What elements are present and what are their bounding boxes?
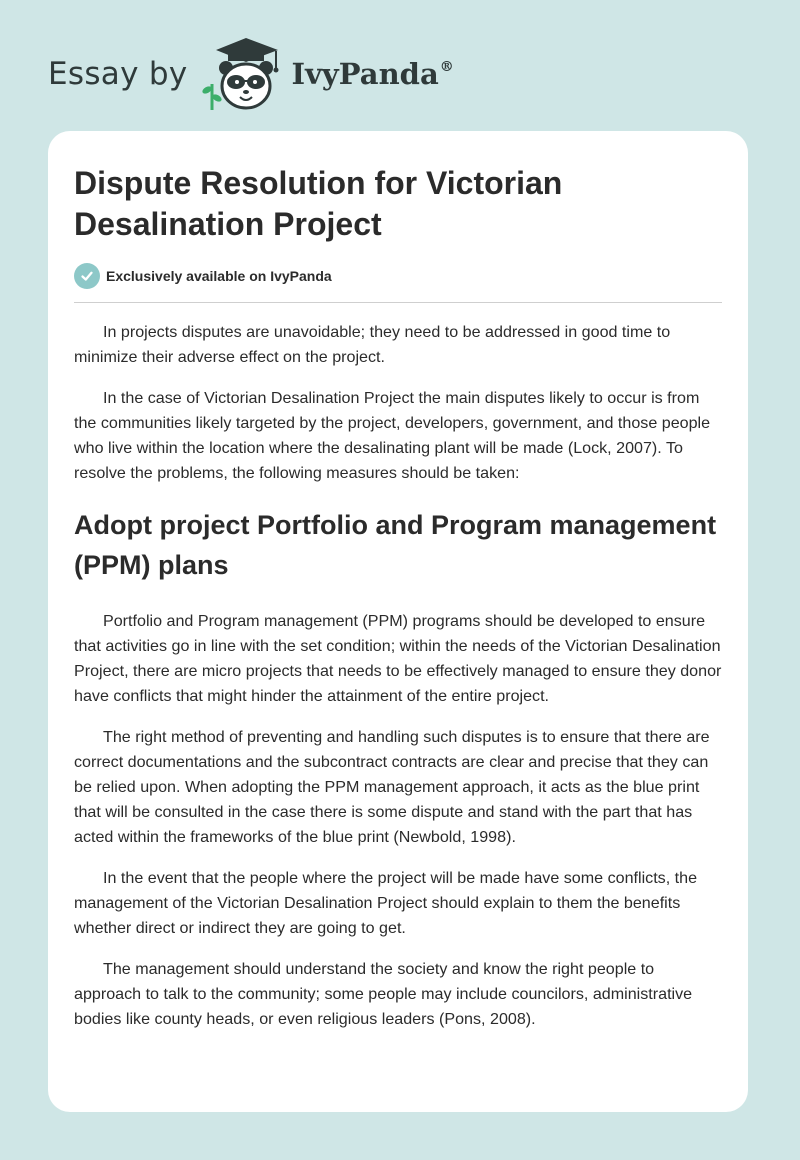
paragraph: The right method of preventing and handling such disputes is to ensure that there are correct documentations and the subcontract contracts are clear and precise that they can be relied upon. When adopting the PPM management approach, it acts as the blue print that will be consulted in the case there is some dispute and stand with the part that has acted within the frameworks of the blue print (Newbold, 1998). xyxy=(74,728,710,846)
paragraph: In the case of Victorian Desalination Project the main disputes likely to occur is from the communities likely targeted by the project, developers, government, and those people who live within the location where the desalinating plant will be made (Lock, 2007). To resolve the problems, the following measures should be taken: xyxy=(74,389,711,482)
paragraph: The management should understand the society and know the right people to approach to talk to the community; some people may include councilors, administrative bodies like county heads, or even religious leaders (Pons, 2008). xyxy=(74,960,693,1028)
registered-mark: ® xyxy=(439,59,454,75)
article-content xyxy=(74,161,724,1032)
site-header xyxy=(48,34,454,114)
brand-text: IvyPanda xyxy=(291,57,439,91)
check-icon xyxy=(74,263,100,289)
divider xyxy=(74,302,722,303)
section-heading: Adopt project Portfolio and Program management (PPM) plans xyxy=(74,510,717,580)
exclusive-badge xyxy=(74,263,724,289)
essay-by-label: Essay by xyxy=(48,56,188,92)
paragraph: In the event that the people where the project will be made have some conflicts, the management of the Victorian Desalination Project should explain to them the benefits whether direct or indirect they are going to get. xyxy=(74,869,698,937)
panda-logo-icon[interactable] xyxy=(202,34,288,114)
exclusive-label: Exclusively available on IvyPanda xyxy=(106,268,332,284)
brand-name xyxy=(292,57,454,91)
page-title: Dispute Resolution for Victorian Desalination Project xyxy=(74,165,563,242)
paragraph: Portfolio and Program management (PPM) programs should be developed to ensure that activities go in line with the set condition; within the needs of the Victorian Desalination Project, there are micro projects that needs to be effectively managed to ensure they donor have conflicts that might hinder the attainment of the entire project. xyxy=(74,612,722,705)
article-card xyxy=(48,131,748,1112)
paragraph: In projects disputes are unavoidable; they need to be addressed in good time to minimize their adverse effect on the project. xyxy=(74,323,671,366)
